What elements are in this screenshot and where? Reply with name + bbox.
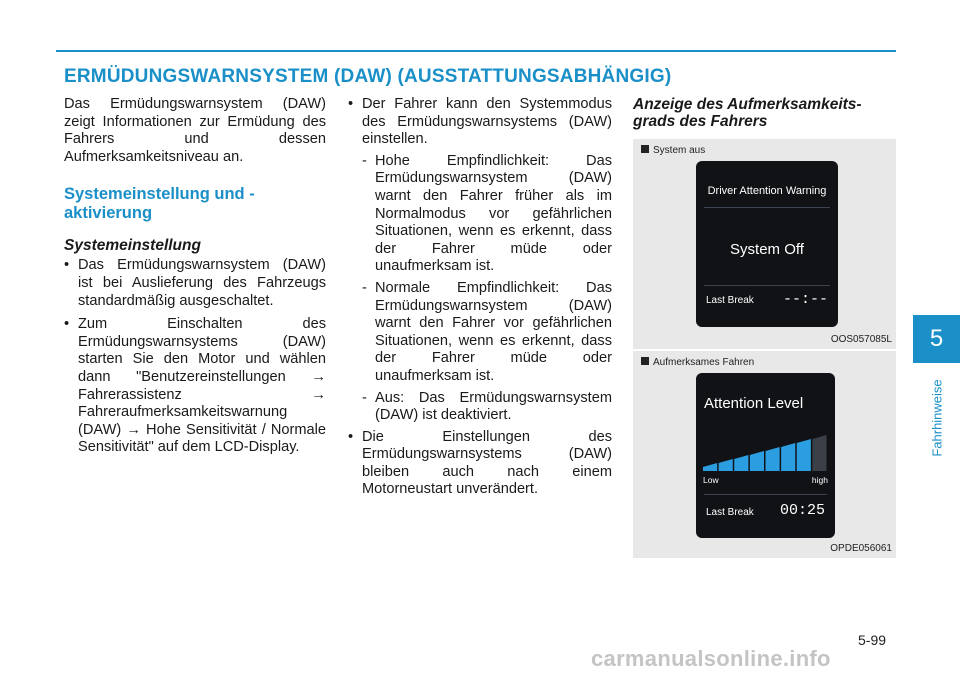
square-bullet-icon xyxy=(641,145,649,153)
display-title: Driver Attention Warning xyxy=(707,185,827,197)
subheading: Systemeinstellung und - aktivierung xyxy=(64,185,255,223)
page-number: 5-99 xyxy=(858,632,887,648)
last-break-value: 00:25 xyxy=(779,502,825,519)
attention-level-segment xyxy=(734,455,748,471)
column-3 xyxy=(633,96,897,130)
column-1 xyxy=(64,96,326,457)
intro-paragraph: Das Ermüdungswarnsystem (DAW) zeigt Informationen zur Ermüdung des Fahrers und dessen Aufmerksamkeitsniveau an. xyxy=(64,96,326,165)
high-label: high xyxy=(811,475,828,485)
section-heading: ERMÜDUNGSWARNSYSTEM (DAW) (AUSSTATTUNGSABHÄNGIG) xyxy=(64,66,672,87)
attention-level-segment xyxy=(812,435,826,471)
attention-level-segment xyxy=(797,439,811,471)
bullet-text: Das Ermüdungswarnsystem (DAW) ist bei Auslieferung des Fahrzeugs standardmäßig ausgeschaltet. xyxy=(78,257,326,309)
bullet-item xyxy=(348,429,612,499)
figure-caption: System aus xyxy=(641,145,705,156)
watermark: carmanualsonline.info xyxy=(591,646,831,671)
display-divider xyxy=(704,494,827,495)
dash-icon: - xyxy=(362,279,367,296)
bullet-icon: • xyxy=(348,428,354,445)
bullet-text: Die Einstellungen des Ermüdungswarnsystems (DAW) bleiben auch nach einem Motorneustart unverändert. xyxy=(362,428,612,498)
dash-icon: - xyxy=(362,152,367,169)
figure-caption: Aufmerksames Fahren xyxy=(641,357,754,368)
bullet-text: Der Fahrer kann den Systemmodus des Ermüdungswarnsystems (DAW) einstellen. xyxy=(362,96,612,148)
attention-level-segment xyxy=(703,463,717,471)
figure-reference: OOS057085L xyxy=(830,334,892,345)
attention-level-segment xyxy=(719,459,733,471)
system-status: System Off xyxy=(730,241,804,258)
last-break-value: --:-- xyxy=(782,291,828,308)
cluster-display xyxy=(696,161,838,327)
display-divider xyxy=(704,285,830,286)
chapter-number-tab: 5 xyxy=(913,315,960,363)
figure-system-off xyxy=(633,139,896,349)
dash-text: Normale Empfindlichkeit: Das Ermüdungswarnsystem (DAW) warnt den Fahrer vor gefährlichen Situationen, wenn es erkennt, dass der Fahrer müde oder unaufmerksam ist. xyxy=(375,279,612,384)
low-label: Low xyxy=(703,475,719,485)
dash-item xyxy=(348,153,612,276)
figure-reference: OPDE056061 xyxy=(830,543,892,554)
display-divider xyxy=(704,207,830,208)
cluster-display xyxy=(696,373,835,538)
figure-section-heading: Anzeige des Aufmerksamkeits-grads des Fahrers xyxy=(633,96,862,130)
bullet-icon: • xyxy=(64,316,70,333)
italic-heading: Systemeinstellung xyxy=(64,237,201,255)
bullet-item xyxy=(348,96,612,149)
bullet-text: Zum Einschalten des Ermüdungswarnsystems (DAW) starten Sie den Motor und wählen dann "Benutzereinstellungen → Fahrerassistenz → Fahreraufmerksamkeitswarnung (DAW) → Hohe Sensitivität / Normale Sensitivität" auf dem LCD-Display. xyxy=(78,316,326,456)
chapter-title: Fahrhinweise xyxy=(929,379,945,457)
attention-level-segment xyxy=(750,451,764,471)
bullet-item xyxy=(64,316,326,457)
attention-level-segment xyxy=(781,443,795,471)
dash-item xyxy=(348,390,612,425)
top-rule xyxy=(56,50,896,52)
display-title: Attention Level xyxy=(704,395,804,412)
dash-text: Hohe Empfindlichkeit: Das Ermüdungswarnsystem (DAW) warnt den Fahrer früher als im Normalmodus vor gefährlichen Situationen, wenn es erkennt, dass der Fahrer müde oder unaufmerksam ist. xyxy=(375,152,612,275)
bullet-item xyxy=(64,257,326,310)
bullet-icon: • xyxy=(348,96,354,112)
dash-icon: - xyxy=(362,389,367,406)
attention-level-gauge xyxy=(696,423,835,483)
square-bullet-icon xyxy=(641,357,649,365)
attention-level-segment xyxy=(766,447,780,471)
last-break-label: Last Break xyxy=(706,295,754,306)
last-break-label: Last Break xyxy=(706,507,754,518)
dash-item xyxy=(348,280,612,386)
dash-text: Aus: Das Ermüdungswarnsystem (DAW) ist deaktiviert. xyxy=(375,389,612,424)
bullet-icon: • xyxy=(64,257,70,274)
column-2 xyxy=(348,96,612,499)
figure-attentive-driving xyxy=(633,351,896,558)
